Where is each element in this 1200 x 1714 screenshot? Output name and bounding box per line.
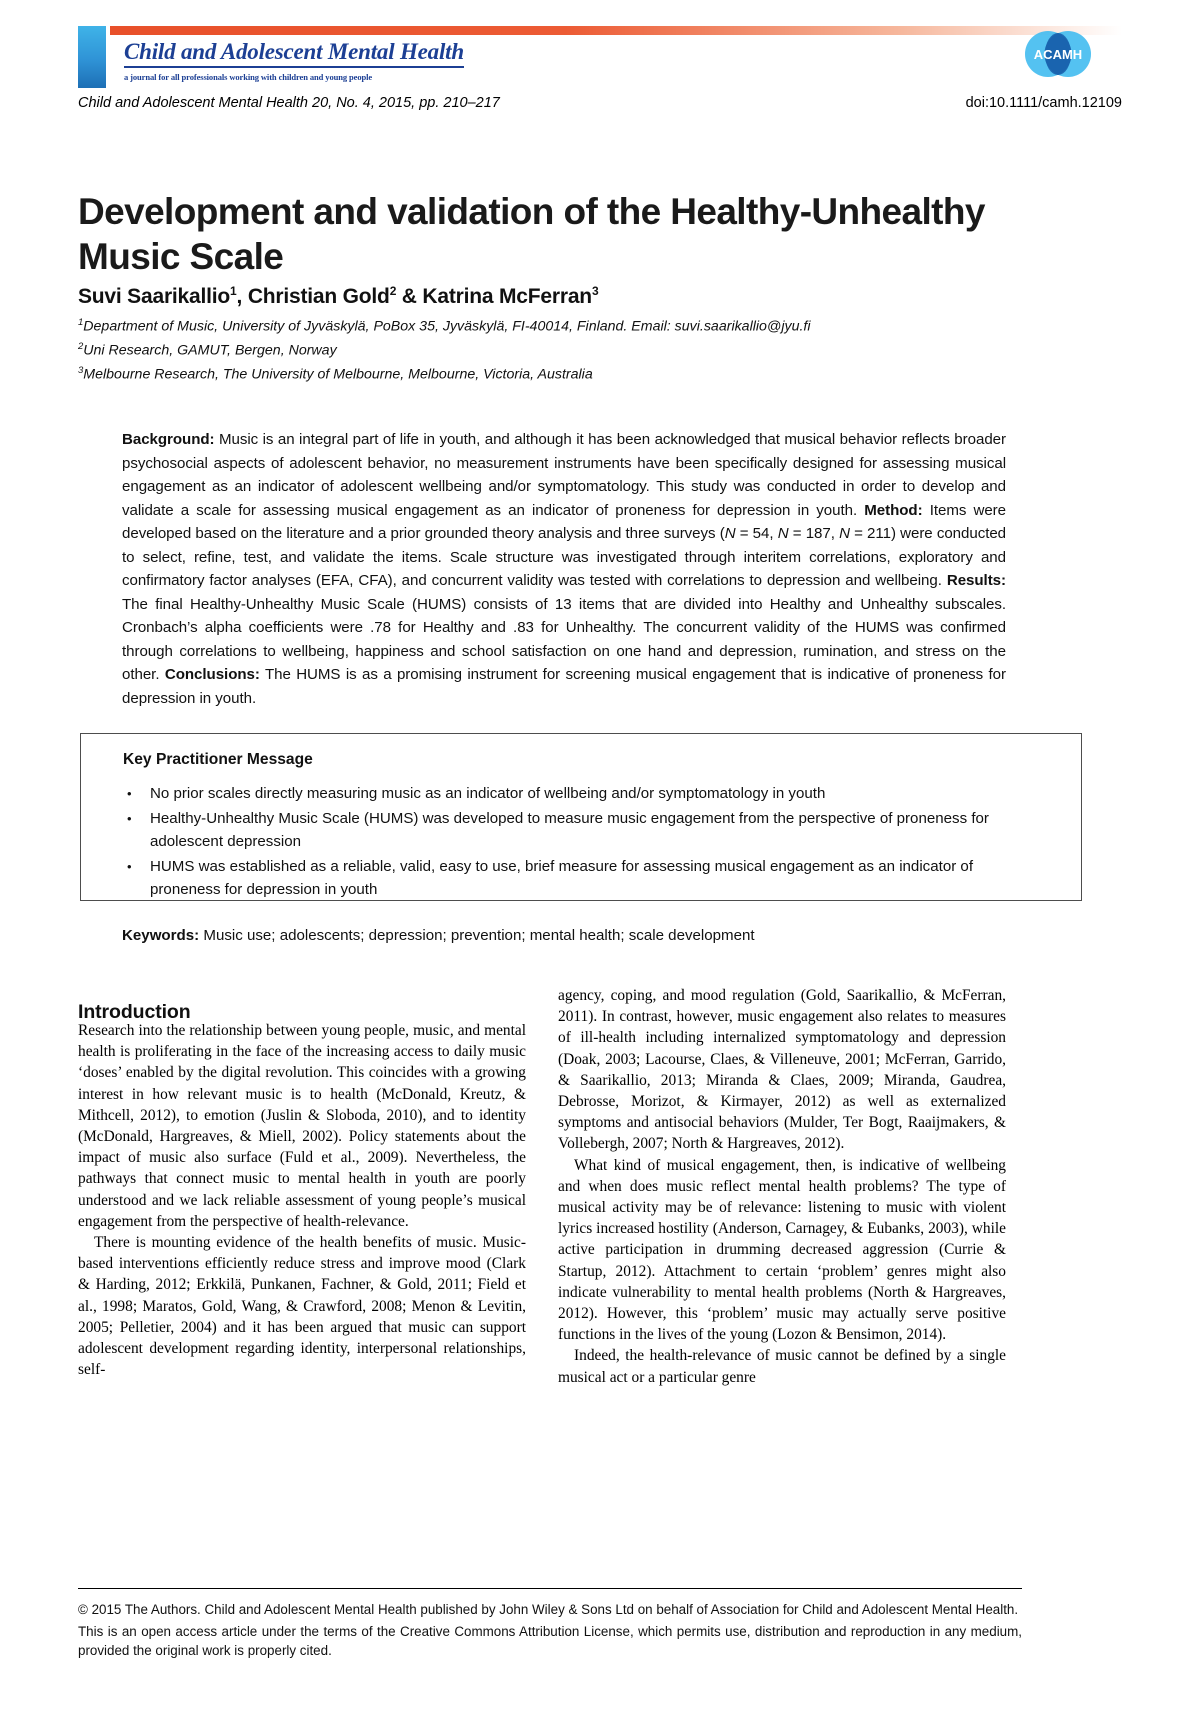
- key-practitioner-message-list: [123, 782, 1003, 903]
- paragraph: Indeed, the health-relevance of music cannot be defined by a single musical act or a particular genre: [558, 1347, 1006, 1386]
- list-item-text: Healthy-Unhealthy Music Scale (HUMS) was developed to measure music engagement from the perspective of proneness for adolescent depression: [150, 809, 989, 850]
- abstract-conclusions-label: Conclusions:: [164, 666, 260, 683]
- body-column-left: [78, 1020, 526, 1380]
- abstract-conclusions-text: The HUMS is as a promising instrument for screening musical engagement that is indicative of proneness for depression in youth.: [122, 666, 1007, 707]
- bullet-icon: •: [127, 858, 132, 874]
- abstract-n-symbol: N: [724, 525, 736, 542]
- abstract-n-value: = 54,: [735, 525, 778, 542]
- author-name: Christian Gold: [247, 285, 390, 308]
- body-column-right: [558, 985, 1006, 1388]
- masthead-text: [124, 39, 464, 82]
- list-item-text: HUMS was established as a reliable, valid, easy to use, brief measure for assessing musical engagement as an indicator of proneness for depression in youth: [150, 857, 974, 898]
- footer-divider: [78, 1588, 1022, 1589]
- abstract-n-symbol: N: [777, 525, 789, 542]
- list-item: [123, 807, 1003, 854]
- abstract-results-label: Results:: [946, 572, 1006, 589]
- author-affil-marker: 1: [230, 284, 237, 298]
- affiliation-text: Uni Research, GAMUT, Bergen, Norway: [83, 342, 337, 359]
- affiliation-marker: 1: [78, 317, 84, 328]
- masthead-blue-block: [78, 26, 106, 88]
- acamh-logo: [1024, 24, 1092, 84]
- author-name: Suvi Saarikallio: [78, 285, 231, 308]
- section-heading-introduction: Introduction: [78, 1001, 191, 1024]
- abstract-n-value: = 211) were conducted to select, refine, test, and validate the items. Scale structure was investigated through interitem correlations, exploratory and confirmatory factor analyses (EFA, CFA), and concurrent validity was tested with correlations to depression and wellbeing.: [122, 525, 1007, 589]
- masthead-orange-bar: [110, 26, 1122, 35]
- author-list: Suvi Saarikallio$^1$, Christian Gold$^2$ & Katrina McFerran$^3$: [78, 284, 599, 308]
- abstract-background-label: Background:: [122, 431, 215, 448]
- affiliation-item: [78, 337, 1058, 361]
- author-name: Katrina McFerran: [422, 285, 592, 308]
- journal-citation: Child and Adolescent Mental Health 20, No. 4, 2015, pp. 210–217: [78, 95, 500, 111]
- list-item-text: No prior scales directly measuring music as an indicator of wellbeing and/or symptomatology in youth: [150, 785, 826, 802]
- page-title: Development and validation of the Healthy-Unhealthy Music Scale: [78, 190, 985, 277]
- abstract-background-text: Music is an integral part of life in youth, and although it has been acknowledged that musical behavior reflects broader psychosocial aspects of adolescent behavior, no measurement instruments have been specifically designed for assessing musical engagement as an indicator of adolescent wellbeing and/or symptomatology. This study was conducted in order to develop and validate a scale for assessing musical engagement as an indicator of proneness for depression in youth.: [122, 431, 1006, 519]
- list-item: [123, 855, 1003, 902]
- abstract-method-label: Method:: [864, 501, 923, 519]
- affiliation-item: [78, 313, 1058, 337]
- journal-title: Child and Adolescent Mental Health: [124, 39, 464, 68]
- author-affil-marker: 2: [389, 284, 397, 298]
- paragraph: agency, coping, and mood regulation (Gold, Saarikallio, & McFerran, 2011). In contrast, however, music engagement also relates to measures of ill-health including internalized symptomatology and depression (Doak, 2003; Lacourse, Claes, & Villeneuve, 2001; McFerran, Garrido, & Saarikallio, 2013; Miranda & Claes, 2009; Miranda, Gaudrea, Debrosse, Morizot, & Kirmayer, 2012) as well as externalized symptoms and antisocial behaviors (Mulder, Ter Bogt, Raaijmakers, & Vollebergh, 2007; North & Hargreaves, 2012).: [558, 987, 1006, 1153]
- keywords-text: Music use; adolescents; depression; prevention; mental health; scale development: [199, 927, 755, 944]
- footer-line-license: This is an open access article under the terms of the Creative Commons Attribution License, which permits use, distribution and reproduction in any medium, provided the original work is properly cited.: [78, 1624, 1022, 1658]
- list-item: [123, 782, 1003, 806]
- keywords-line: [122, 925, 1022, 947]
- affiliation-item: [78, 361, 1058, 385]
- paragraph: Research into the relationship between young people, music, and mental health is proliferating in the face of the increasing access to daily music ‘doses’ enabled by the digital revolution. This coincides with a growing interest in how relevant music is to health (McDonald, Kreutz, & Mithcell, 2012), to emotion (Juslin & Sloboda, 2010), and to identity (McDonald, Hargreaves, & Miell, 2002). Policy statements about the impact of music also surface (Fuld et al., 2009). Nevertheless, the pathways that connect music to mental health in youth are poorly understood and we lack reliable assessment of young people’s musical engagement from the perspective of health-relevance.: [78, 1022, 526, 1230]
- paragraph: What kind of musical engagement, then, is indicative of wellbeing and when does music reflect mental health problems? The type of musical activity may be of relevance: listening to music with violent lyrics increased hostility (Anderson, Carnagey, & Eubanks, 2003), while active participation in drumming decreased aggression (Currie & Startup, 2012). Attachment to certain ‘problem’ genres might also indicate vulnerability to mental health problems (North & Hargreaves, 2012). However, this ‘problem’ music may actually serve positive functions in the lives of the young (Lozon & Bensimon, 2014).: [558, 1156, 1006, 1344]
- citation-line: [78, 94, 1122, 112]
- author-affil-marker: 3: [591, 284, 599, 298]
- paragraph: There is mounting evidence of the health benefits of music. Music-based interventions efficiently reduce stress and improve mood (Clark & Harding, 2012; Erkkilä, Punkanen, Fachner, & Gold, 2011; Field et al., 1998; Maratos, Gold, Wang, & Crawford, 2008; Menon & Levitin, 2005; Pelletier, 2004) and it has been argued that music can support adolescent development regarding identity, interpersonal relationships, self-: [78, 1234, 526, 1379]
- acamh-logo-text: ACAMH: [1033, 47, 1083, 62]
- bullet-icon: •: [127, 810, 132, 826]
- abstract-n-value: = 187,: [788, 525, 840, 542]
- abstract-method-text: Items were developed based on the literature and a prior grounded theory analysis and three surveys (: [122, 501, 1006, 542]
- affiliation-marker: 2: [78, 341, 84, 353]
- journal-tagline: a journal for all professionals working with children and young people: [124, 72, 373, 82]
- abstract-results-text: The final Healthy-Unhealthy Music Scale (HUMS) consists of 13 items that are divided into Healthy and Unhealthy subscales. Cronbach’s alpha coefficients were .78 for Healthy and .83 for Unhealthy. The concurrent validity of the HUMS was confirmed through correlations to wellbeing, happiness and school satisfaction on one hand and depression, rumination, and stress on the other.: [122, 595, 1006, 683]
- footer-copyright: [78, 1600, 1022, 1660]
- affiliation-list: [78, 313, 1058, 386]
- affiliation-marker: 3: [78, 365, 84, 377]
- bullet-icon: •: [127, 786, 132, 801]
- footer-line-copyright: © 2015 The Authors. Child and Adolescent Mental Health published by John Wiley & Sons Ltd on behalf of Association for Child and Adolescent Mental Health.: [78, 1602, 1019, 1617]
- keywords-label: Keywords:: [122, 927, 200, 944]
- abstract-n-symbol: N: [839, 525, 850, 542]
- abstract: [122, 428, 1006, 710]
- key-practitioner-message-title: Key Practitioner Message: [123, 751, 313, 768]
- affiliation-text: Melbourne Research, The University of Melbourne, Melbourne, Victoria, Australia: [83, 367, 593, 384]
- doi-text[interactable]: doi:10.1111/camh.12109: [965, 95, 1122, 111]
- journal-masthead: [78, 26, 1122, 88]
- affiliation-text: Department of Music, University of Jyväskylä, PoBox 35, Jyväskylä, FI-40014, Finland. Email: suvi.saarikallio@jyu.fi: [83, 318, 811, 335]
